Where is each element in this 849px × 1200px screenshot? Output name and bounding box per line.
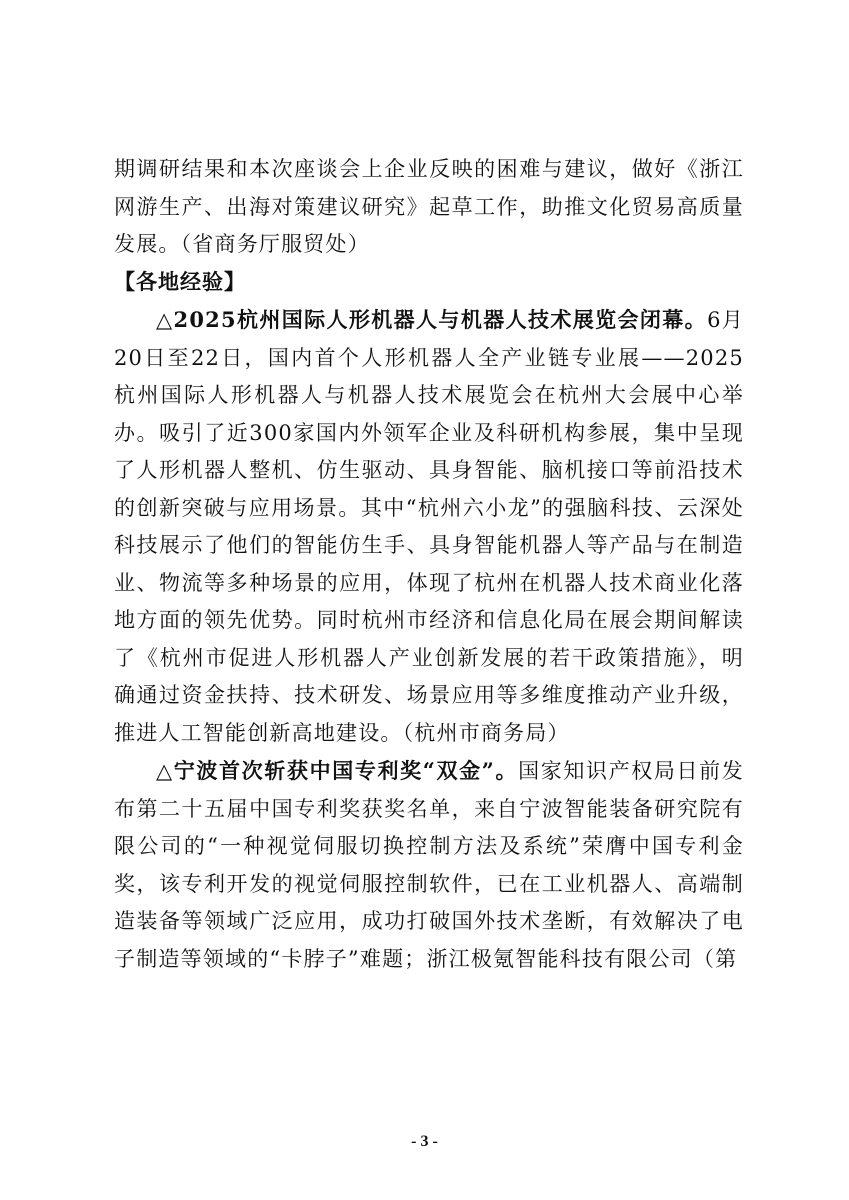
document-body: [114, 151, 744, 978]
news-item-lead: △宁波首次斩获中国专利奖“双金”。: [156, 758, 519, 783]
continued-paragraph: 期调研结果和本次座谈会上企业反映的困难与建议，做好《浙江网游生产、出海对策建议研究》起草工作，助推文化贸易高质量发展。（省商务厅服贸处）: [114, 157, 744, 256]
page-number: - 3 -: [411, 1133, 438, 1150]
news-item-body: 6月20日至22日，国内首个人形机器人全产业链专业展——2025 杭州国际人形机器人与机器人技术展览会在杭州大会展中心举办。吸引了近300家国内外领军企业及科研机构参展，集中呈现了人形机器人整机、仿生驱动、具身智能、脑机接口等前沿技术的创新突破与应用场景。其中“杭州六小龙”的强脑科技、云深处科技展示了他们的智能仿生手、具身智能机器人等产品与在制造业、物流等多种场景的应用，体现了杭州在机器人技术商业化落地方面的领先优势。同时杭州市经济和信息化局在展会期间解读了《杭州市促进人形机器人产业创新发展的若干政策措施》，明确通过资金扶持、技术研发、场景应用等多维度推动产业升级，推进人工智能创新高地建设。（杭州市商务局）: [114, 308, 745, 745]
news-item-lead: △2025杭州国际人形机器人与机器人技术展览会闭幕。: [156, 307, 708, 332]
news-item-body: 国家知识产权局日前发布第二十五届中国专利奖获奖名单，来自宁波智能装备研究院有限公司的“一种视觉伺服切换控制方法及系统”荣膺中国专利金奖，该专利开发的视觉伺服控制软件，已在工业机器人、高端制造装备等领域广泛应用，成功打破国外技术垄断，有效解决了电子制造等领域的“卡脖子”难题；浙江极氪智能科技有限公司（第: [114, 759, 744, 971]
news-item-hangzhou-robot-expo: [114, 301, 744, 752]
section-heading: 【各地经验】: [114, 269, 246, 294]
news-item-ningbo-patent: [114, 752, 744, 978]
